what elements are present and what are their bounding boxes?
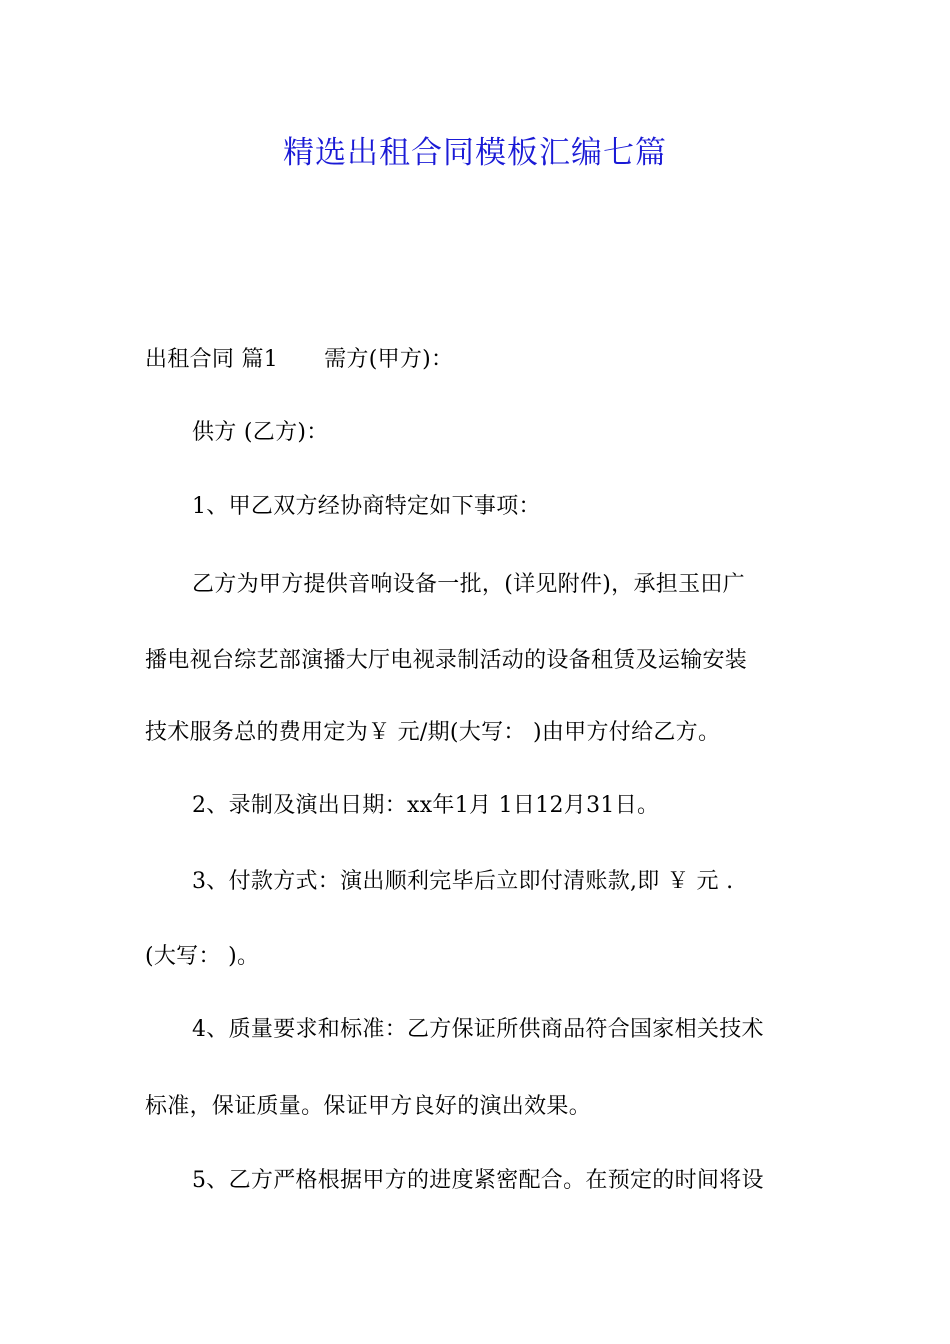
paragraph-line: 2、录制及演出日期：xx年1月 1日12月31日。 bbox=[192, 793, 660, 818]
paragraph-line: 乙方为甲方提供音响设备一批，(详见附件)，承担玉田广 bbox=[192, 572, 745, 597]
paragraph-line: 技术服务总的费用定为￥ 元/期(大写： )由甲方付给乙方。 bbox=[145, 720, 721, 745]
paragraph-line: 5、乙方严格根据甲方的进度紧密配合。在预定的时间将设 bbox=[192, 1168, 764, 1193]
paragraph-line: 4、质量要求和标准：乙方保证所供商品符合国家相关技术 bbox=[192, 1017, 764, 1042]
document-title: 精选出租合同模板汇编七篇 bbox=[283, 135, 667, 171]
buyer-label: 需方(甲方)： bbox=[324, 347, 454, 372]
section-heading: 出租合同 篇1 bbox=[145, 347, 279, 372]
paragraph-line: 1、甲乙双方经协商特定如下事项： bbox=[192, 494, 541, 519]
paragraph-line: 供方 (乙方)： bbox=[192, 420, 329, 445]
paragraph-line: (大写： )。 bbox=[145, 944, 260, 969]
paragraph-line: 3、付款方式：演出顺利完毕后立即付清账款,即 ￥ 元 . bbox=[192, 869, 734, 894]
paragraph-line: 播电视台综艺部演播大厅电视录制活动的设备租赁及运输安装 bbox=[145, 648, 748, 673]
paragraph-line: 标准，保证质量。保证甲方良好的演出效果。 bbox=[145, 1094, 592, 1119]
section-header-line bbox=[145, 340, 815, 380]
